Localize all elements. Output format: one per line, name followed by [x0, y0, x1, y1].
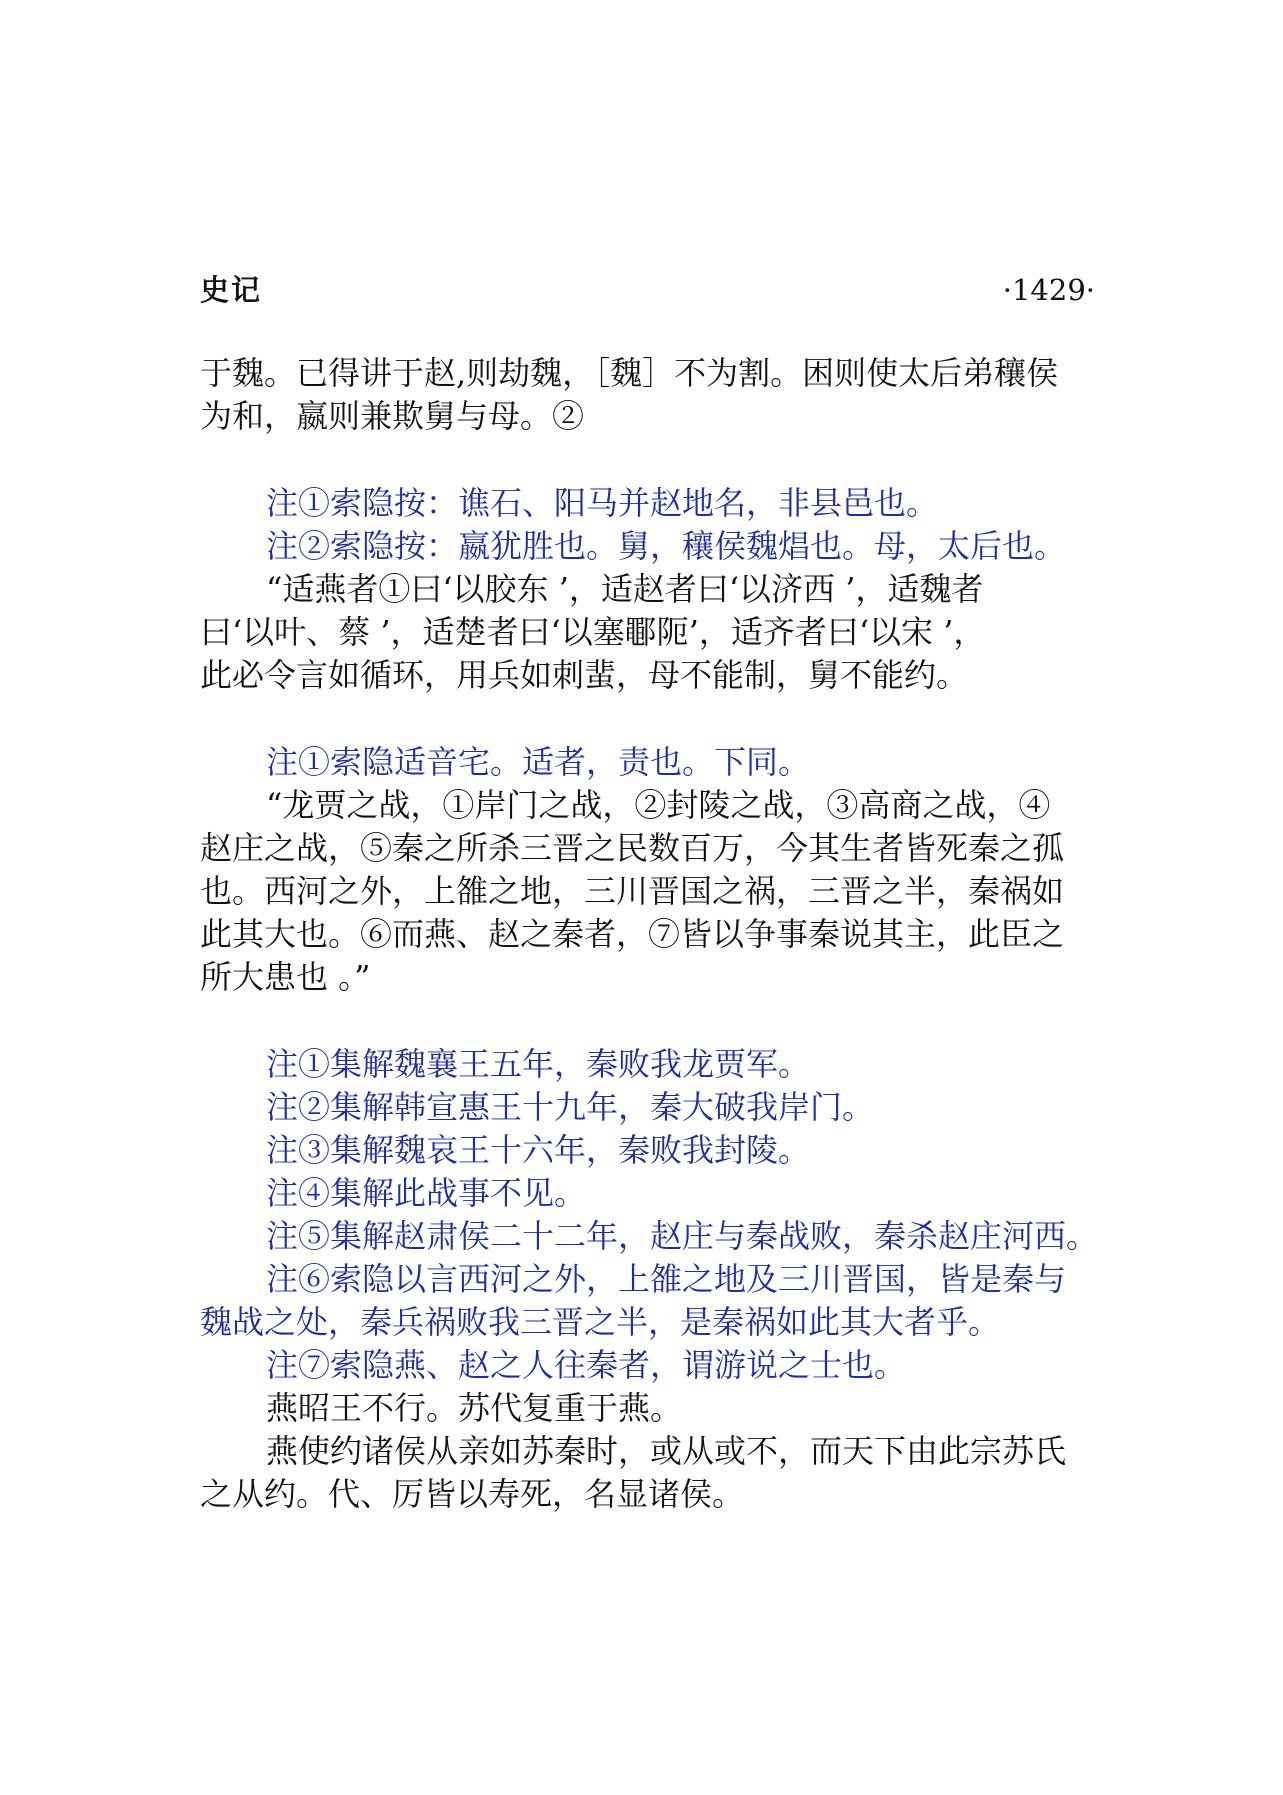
text-line: 此其大也。⑥而燕、赵之秦者，⑦皆以争事秦说其主，此臣之 [200, 915, 1065, 953]
annotation-note: 注⑤集解赵肃侯二十二年，赵庄与秦战败，秦杀赵庄河西。 [266, 1217, 1099, 1255]
text-line: 燕昭王不行。苏代复重于燕。 [266, 1389, 683, 1427]
text-line: 此必令言如循环，用兵如刺蜚，母不能制，舅不能约。 [200, 656, 969, 694]
book-title: 史记 [200, 273, 263, 307]
text-line: 所大患也 。” [200, 958, 371, 996]
annotation-note: 注①索隐适音宅。适者，责也。下同。 [266, 743, 811, 781]
annotation-note: 注②索隐按：嬴犹胜也。舅，穰侯魏焻也。母，太后也。 [266, 527, 1067, 565]
text-line: 赵庄之战，⑤秦之所杀三晋之民数百万，今其生者皆死秦之孤 [200, 829, 1065, 867]
page-header [200, 268, 1095, 312]
annotation-note: 注⑥索隐以言西河之外，上雒之地及三川晋国，皆是秦与 [266, 1260, 1067, 1298]
page-body [200, 352, 1099, 1516]
text-line: 也。西河之外，上雒之地，三川晋国之祸，三晋之半，秦祸如 [200, 872, 1065, 910]
text-line: 于魏。已得讲于赵,则劫魏，［魏］不为割。困则使太后弟穰侯 [200, 354, 1059, 392]
annotation-note: 注②集解韩宣惠王十九年，秦大破我岸门。 [266, 1088, 875, 1126]
text-line: 为和，嬴则兼欺舅与母。② [200, 397, 585, 435]
page-number: ·1429· [1002, 273, 1095, 307]
annotation-note: 注③集解魏哀王十六年，秦败我封陵。 [266, 1131, 811, 1169]
annotation-note: 注④集解此战事不见。 [266, 1174, 587, 1212]
text-line: “龙贾之战，①岸门之战，②封陵之战，③高商之战，④ [266, 786, 1051, 824]
annotation-note: 魏战之处，秦兵祸败我三晋之半，是秦祸如此其大者乎。 [200, 1303, 1001, 1341]
text-line: 之从约。代、厉皆以寿死，名显诸侯。 [200, 1475, 745, 1513]
annotation-note: 注①集解魏襄王五年，秦败我龙贾军。 [266, 1045, 811, 1083]
text-line: 燕使约诸侯从亲如苏秦时，或从或不，而天下由此宗苏氏 [266, 1432, 1067, 1470]
text-line: “适燕者①曰‘以胶东 ’，适赵者曰‘以济西 ’，适魏者 [266, 570, 984, 608]
annotation-note: 注⑦索隐燕、赵之人往秦者，谓游说之士也。 [266, 1346, 907, 1384]
annotation-note: 注①索隐按：谯石、阳马并赵地名，非县邑也。 [266, 484, 939, 522]
text-line: 曰‘以叶、蔡 ’，适楚者曰‘以塞鄳阨’，适齐者曰‘以宋 ’， [200, 613, 986, 651]
